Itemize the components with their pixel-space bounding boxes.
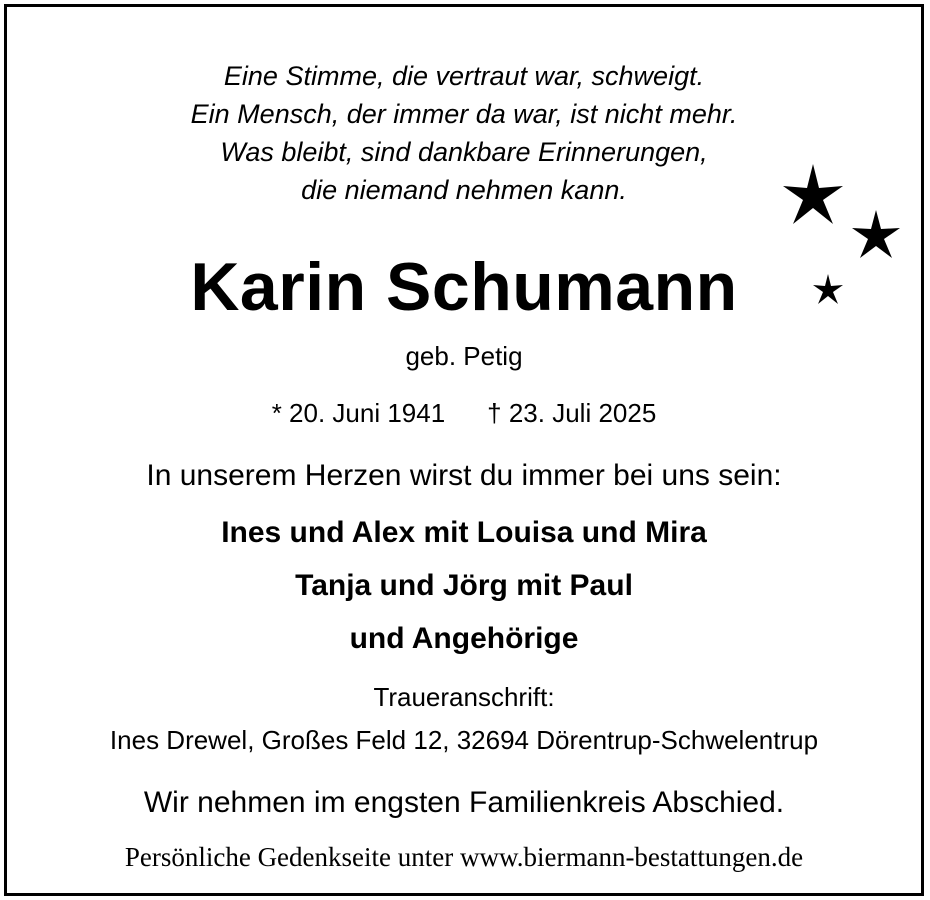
birth-date: * 20. Juni 1941 — [271, 398, 446, 428]
mourners-intro: In unserem Herzen wirst du immer bei uns sein: — [146, 459, 782, 492]
deceased-name: Karin Schumann — [190, 249, 738, 325]
mourner-line-1: Ines und Alex mit Louisa und Mira — [221, 516, 707, 549]
star-icon — [847, 207, 905, 265]
poem-line-4: die niemand nehmen kann. — [301, 175, 627, 205]
poem-line-1: Eine Stimme, die vertraut war, schweigt. — [223, 61, 705, 91]
maiden-name: geb. Petig — [405, 341, 523, 371]
star-icon — [777, 160, 849, 232]
farewell-text: Wir nehmen im engsten Familienkreis Abschied. — [143, 786, 785, 819]
star-icon — [811, 273, 845, 307]
mourner-line-3: und Angehörige — [349, 622, 579, 655]
obituary-frame — [4, 4, 924, 896]
poem-line-3: Was bleibt, sind dankbare Erinnerungen, — [220, 137, 708, 167]
poem-line-2: Ein Mensch, der immer da war, ist nicht mehr. — [190, 99, 738, 129]
death-date: † 23. Juli 2025 — [487, 398, 657, 428]
life-dates — [7, 397, 921, 429]
address-label: Traueranschrift: — [373, 682, 555, 712]
memorial-page-text: Persönliche Gedenkseite unter www.biermann-bestattungen.de — [124, 842, 804, 872]
mourner-line-2: Tanja und Jörg mit Paul — [295, 569, 633, 602]
address-value: Ines Drewel, Großes Feld 12, 32694 Dörentrup-Schwelentrup — [109, 725, 819, 755]
